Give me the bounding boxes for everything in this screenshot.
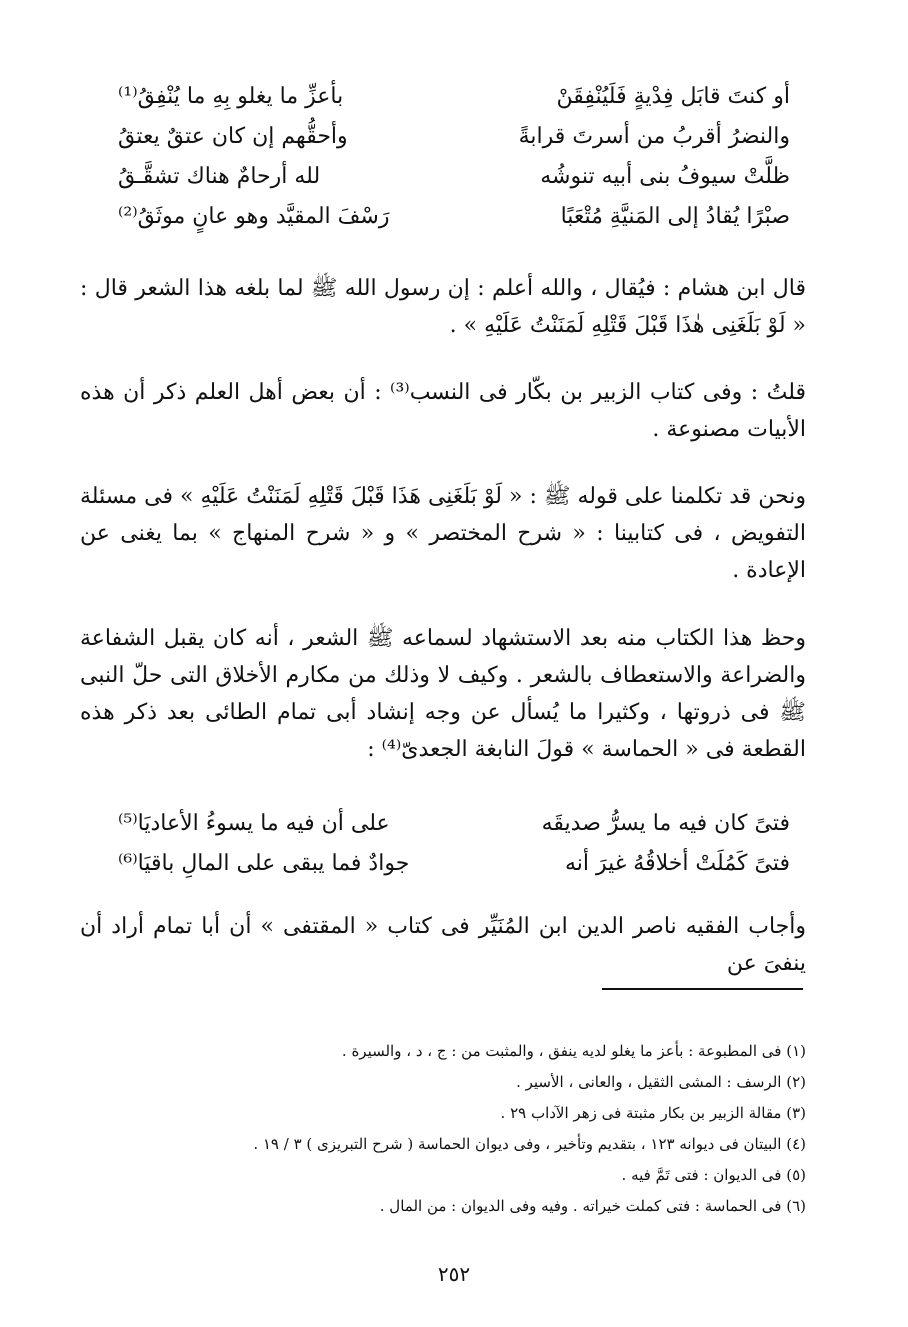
paragraph-text: ونحن قد تكلمنا على قوله ﷺ : « لَوْ بَلَغَنِى هَذَا قَبْلَ قَتْلِهِ لَمَنَنْتُ عَلَيْهِ » فى مسئلة التفويض ، فى كتابينا : « شرح المختصر » و « شرح المنهاج » بما يغنى عن الإعادة .	[80, 484, 806, 583]
verse-first-hemistich: صبْرًا يُقادُ إلى المَنيَّةِ مُتْعَبًا	[560, 204, 790, 229]
paragraph	[80, 270, 806, 344]
verse-second-hemistich: على أن فيه ما يسوءُ الأعاديَا⁽⁵⁾	[118, 811, 390, 836]
footnotes	[150, 1036, 806, 1222]
verse-first-hemistich: فتىً كَمُلَتْ أخلاقُهُ غيرَ أنه	[564, 851, 790, 876]
verse-line	[118, 804, 790, 844]
paragraph	[80, 374, 806, 448]
paragraph-text: وحظ هذا الكتاب منه بعد الاستشهاد لسماعه ﷺ الشعر ، أنه كان يقبل الشفاعة والضراعة والاستعطاف بالشعر . وكيف لا وذلك من مكارم الأخلاق التى حلّ النبى ﷺ فى ذروتها ، وكثيرا ما يُسأل عن وجه إنشاد أبى تمام الطائى بعد ذكر هذه القطعة فى « الحماسة » قولَ النابغة الجعدىّ⁽⁴⁾ :	[80, 626, 806, 762]
poem-block-2	[118, 804, 790, 884]
paragraph-text: قال ابن هشام : فيُقال ، والله أعلم : إن رسول الله ﷺ لما بلغه هذا الشعر قال : « لَوْ بَلَغَنِى هٰذَا قَبْلَ قَتْلِهِ لَمَنَنْتُ عَلَيْهِ » .	[80, 276, 806, 338]
footnote: (٣) مقالة الزبير بن بكار مثبتة فى زهر الآداب ٢٩ .	[500, 1104, 806, 1122]
paragraph	[80, 478, 806, 589]
footnote: (٥) فى الديوان : فتى تَمَّ فيه .	[621, 1166, 806, 1184]
footnote-separator	[602, 988, 803, 990]
verse-second-hemistich: وأحقُّهم إن كان عتقٌ يعتقُ	[118, 124, 348, 149]
verse-first-hemistich: أو كنتَ قابَل فِدْيةٍ فَلَيُنْفِقَنْ	[556, 84, 790, 109]
footnote: (٤) البيتان فى ديوانه ١٢٣ ، بتقديم وتأخير ، وفى ديوان الحماسة ( شرح التبريزى ) ٣ / ١٩ .	[253, 1135, 806, 1153]
footnote: (١) فى المطبوعة : بأعز ما يغلو لديه ينفق ، والمثبت من : ج ، د ، والسيرة .	[341, 1042, 806, 1060]
paragraph	[80, 620, 806, 768]
verse-line	[118, 77, 790, 117]
verse-second-hemistich: لله أرحامٌ هناك تشقَّـقُ	[118, 164, 321, 189]
verse-line	[118, 197, 790, 237]
verse-second-hemistich: بأعزِّ ما يغلو بِهِ ما يُنْفِقُ⁽¹⁾	[118, 84, 344, 109]
verse-second-hemistich: جوادٌ فما يبقى على المالِ باقيَا⁽⁶⁾	[118, 851, 410, 876]
paragraph-text: قلتُ : وفى كتاب الزبير بن بكّار فى النسب⁽³⁾ : أن بعض أهل العلم ذكر أن هذه الأبيات مصنوعة .	[80, 380, 806, 442]
verse-line	[118, 157, 790, 197]
verse-second-hemistich: رَسْفَ المقيَّد وهو عانٍ موثَقُ⁽²⁾	[118, 204, 390, 229]
verse-first-hemistich: والنضرُ أقربُ من أسرتَ قرابةً	[518, 124, 790, 149]
verse-line	[118, 844, 790, 884]
paragraph	[80, 908, 806, 982]
verse-first-hemistich: ظلَّتْ سيوفُ بنى أبيه تنوشُه	[540, 164, 790, 189]
verse-line	[118, 117, 790, 157]
footnote: (٢) الرسف : المشى الثقيل ، والعانى ، الأسير .	[516, 1073, 806, 1091]
page-number: ٢٥٢	[437, 1262, 471, 1286]
footnote: (٦) فى الحماسة : فتى كملت خيراته . وفيه وفى الديوان : من المال .	[379, 1197, 806, 1215]
verse-first-hemistich: فتىً كان فيه ما يسرُّ صديقَه	[541, 811, 790, 836]
paragraph-text: وأجاب الفقيه ناصر الدين ابن المُنَيِّر فى كتاب « المقتفى » أن أبا تمام أراد أن ينفىَ عن	[80, 914, 806, 976]
poem-block-1	[118, 77, 790, 237]
